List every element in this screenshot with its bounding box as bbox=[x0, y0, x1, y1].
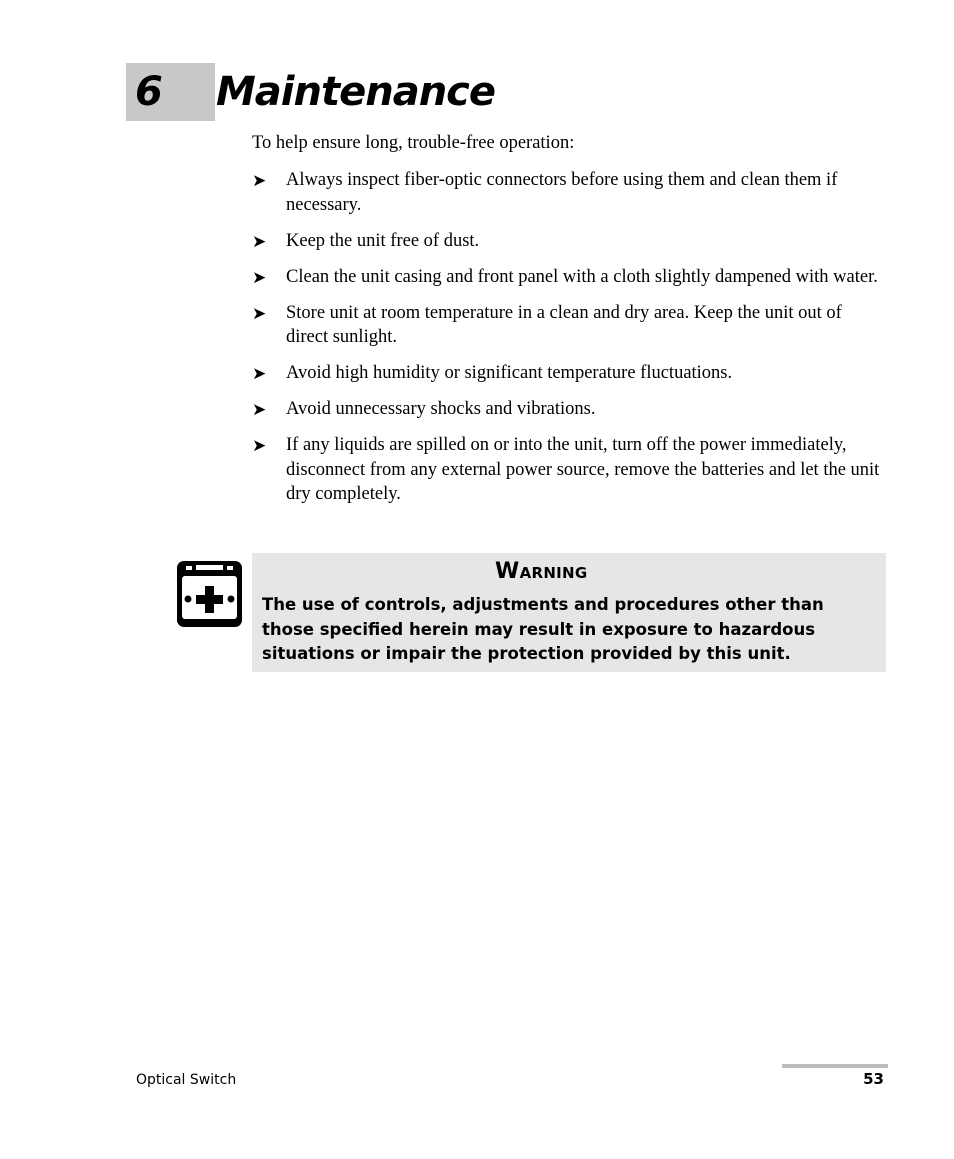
list-item-text: Avoid high humidity or significant temperature fluctuations. bbox=[286, 363, 733, 383]
list-item bbox=[252, 265, 884, 290]
list-item bbox=[252, 301, 884, 350]
list-item bbox=[252, 168, 884, 217]
footer-rule bbox=[782, 1064, 888, 1068]
list-item-text: Avoid unnecessary shocks and vibrations. bbox=[286, 399, 596, 419]
arrow-bullet-icon: ➤ bbox=[252, 400, 267, 420]
arrow-bullet-icon: ➤ bbox=[252, 267, 267, 288]
list-item bbox=[252, 229, 884, 254]
arrow-bullet-icon: ➤ bbox=[252, 364, 267, 384]
chapter-title: Maintenance bbox=[216, 69, 496, 115]
list-item-text: If any liquids are spilled on or into the unit, turn off the power immediately, disconnect from any external power source, remove the batteries and let the unit dry completely. bbox=[286, 435, 880, 504]
chapter-number: 6 bbox=[135, 69, 163, 115]
arrow-bullet-icon: ➤ bbox=[252, 303, 267, 324]
maintenance-list bbox=[252, 168, 884, 518]
ambulance-icon bbox=[176, 560, 243, 628]
list-item-text: Always inspect fiber-optic connectors before using them and clean them if necessary. bbox=[286, 170, 838, 215]
list-item bbox=[252, 361, 884, 386]
arrow-bullet-icon: ➤ bbox=[252, 436, 267, 456]
page-number: 53 bbox=[863, 1070, 884, 1088]
list-item bbox=[252, 433, 884, 507]
arrow-bullet-icon: ➤ bbox=[252, 231, 267, 252]
list-item bbox=[252, 397, 884, 422]
warning-box bbox=[252, 553, 886, 672]
list-item-text: Keep the unit free of dust. bbox=[286, 230, 480, 251]
intro-text: To help ensure long, trouble-free operation: bbox=[252, 133, 575, 153]
footer-product-name: Optical Switch bbox=[136, 1072, 237, 1088]
warning-text: The use of controls, adjustments and procedures other than those specified herein may result in exposure to hazardous situations or impair the protection provided by this unit. bbox=[262, 595, 824, 663]
list-item-text: Clean the unit casing and front panel with a cloth slightly dampened with water. bbox=[286, 266, 878, 287]
arrow-bullet-icon: ➤ bbox=[252, 171, 267, 191]
warning-title: Warning bbox=[495, 559, 588, 584]
list-item-text: Store unit at room temperature in a clean and dry area. Keep the unit out of direct sunlight. bbox=[286, 302, 842, 347]
